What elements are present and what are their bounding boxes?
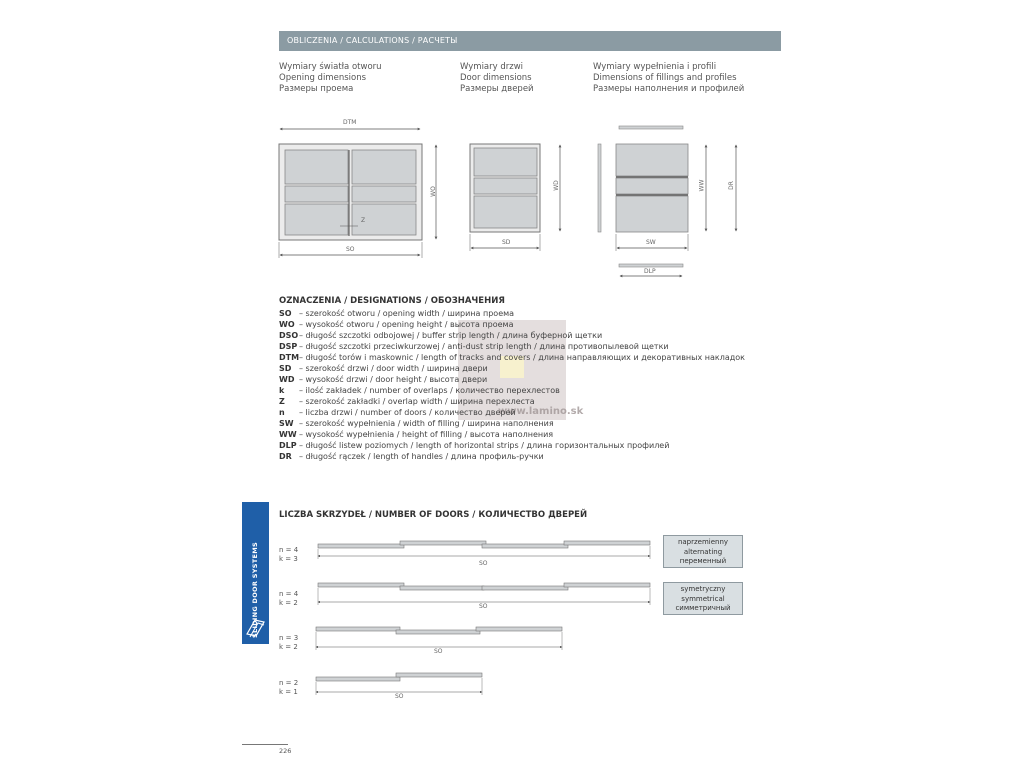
legend-item-wd [279, 374, 745, 385]
label-sd: SD [502, 239, 511, 246]
legend-text: – długość torów i maskownic / length of tracks and covers / длина направляющих и декоративных накладок [299, 353, 745, 362]
column-line: Wymiary wypełnienia i profili [593, 62, 717, 72]
column-line: Wymiary światła otworu [279, 62, 382, 72]
column-line: Размеры дверей [460, 84, 534, 94]
legend-text: – ilość zakładek / number of overlaps / количество перехлестов [299, 386, 560, 395]
doors-n4-k2 [318, 583, 650, 605]
legend-item-dr [279, 451, 745, 462]
handle-profile [598, 144, 601, 232]
legend-text: – wysokość drzwi / door height / высота двери [299, 375, 488, 384]
column-line: Размеры проема [279, 84, 354, 94]
column-line: Размеры наполнения и профилей [593, 84, 745, 94]
label-wo: WO [429, 186, 437, 197]
dimension-diagrams [0, 0, 1024, 300]
column-line: Door dimensions [460, 73, 532, 83]
legend-title: OZNACZENIA / DESIGNATIONS / ОБОЗНАЧЕНИЯ [279, 296, 505, 306]
legend-code: DSP [279, 342, 298, 351]
legend-text: – wysokość otworu / opening height / высота проема [299, 320, 514, 329]
doors-n4-k3 [318, 541, 650, 559]
legend-code: WD [279, 375, 295, 384]
label-dlp: DLP [644, 268, 656, 275]
legend-item-so [279, 308, 745, 319]
legend-code: Z [279, 397, 285, 406]
doors-title: LICZBA SKRZYDEŁ / NUMBER OF DOORS / КОЛИЧЕСТВО ДВЕРЕЙ [279, 510, 588, 520]
opening-diagram [279, 129, 436, 258]
label-sw: SW [646, 239, 656, 246]
legend-item-dtm [279, 352, 745, 363]
legend-code: SD [279, 364, 292, 373]
label-z: Z [361, 217, 366, 224]
legend-item-dsp [279, 341, 745, 352]
legend-code: DTM [279, 353, 300, 362]
legend-list [279, 308, 745, 462]
legend-text: – długość listew poziomych / length of horizontal strips / длина горизонтальных профилей [299, 441, 670, 450]
legend-item-z [279, 396, 745, 407]
legend-code: DSO [279, 331, 299, 340]
label-dr: DR [727, 181, 735, 190]
legend-text: – szerokość zakładki / overlap width / ширина перехлеста [299, 397, 535, 406]
legend-code: n [279, 408, 285, 417]
label-so-row2: SO [479, 603, 488, 610]
legend-code: WO [279, 320, 295, 329]
n-value: n = 4 [279, 590, 299, 598]
legend-code: WW [279, 430, 297, 439]
side-tab-text: SLIDING DOOR SYSTEMS [251, 542, 259, 638]
k-value: k = 2 [279, 643, 298, 651]
n-value: n = 4 [279, 546, 299, 554]
legend-item-dlp [279, 440, 745, 451]
tag-line: symetryczny [680, 585, 726, 593]
legend-item-k [279, 385, 745, 396]
legend-code: DLP [279, 441, 297, 450]
k-value: k = 2 [279, 599, 298, 607]
top-strip [619, 126, 683, 129]
k-value: k = 3 [279, 555, 298, 563]
legend-code: DR [279, 452, 292, 461]
watermark-text: www.lamino.sk [498, 406, 584, 417]
doors-n2-k1 [316, 673, 482, 695]
k-value: k = 1 [279, 688, 298, 696]
n-value: n = 3 [279, 634, 299, 642]
label-so-row3: SO [434, 648, 443, 655]
label-ww: WW [698, 179, 706, 192]
legend-text: – szerokość drzwi / door width / ширина двери [299, 364, 488, 373]
label-so-row1: SO [479, 560, 488, 567]
legend-code: SW [279, 419, 294, 428]
tag-line: symmetrical [681, 594, 725, 603]
tag-line: симметричный [675, 604, 731, 612]
n-value: n = 2 [279, 679, 299, 687]
label-dtm: DTM [343, 119, 357, 126]
section-header: OBLICZENIA / CALCULATIONS / РАСЧЕТЫ [279, 31, 781, 51]
legend-text: – długość rączek / length of handles / длина профиль-ручки [299, 452, 544, 461]
tag-line: переменный [679, 557, 727, 565]
label-wd: WD [552, 180, 560, 191]
legend-item-ww [279, 429, 745, 440]
legend-code: k [279, 386, 285, 395]
legend-text: – liczba drzwi / number of doors / количество дверей [299, 408, 516, 417]
page-number: 226 [279, 747, 292, 755]
legend-text: – długość szczotki przeciwkurzowej / anti-dust strip length / длина противопылевой щетки [299, 342, 669, 351]
column-line: Dimensions of fillings and profiles [593, 73, 737, 83]
tag-alternating [663, 535, 743, 568]
filling-diagram [598, 126, 736, 276]
door-diagram [470, 144, 560, 251]
legend-item-n [279, 407, 745, 418]
column-line: Wymiary drzwi [460, 62, 524, 72]
legend-text: – szerokość wypełnienia / width of filling / ширина наполнения [299, 419, 554, 428]
label-so-row4: SO [395, 693, 404, 700]
doors-n3-k2 [316, 627, 562, 650]
door-overlap-diagrams [0, 530, 1024, 710]
legend-item-wo [279, 319, 745, 330]
legend-text: – wysokość wypełnienia / height of filling / высота наполнения [299, 430, 554, 439]
footer-divider [242, 744, 288, 745]
legend-item-dso [279, 330, 745, 341]
tag-line: alternating [683, 547, 723, 556]
tag-line: naprzemienny [677, 538, 729, 546]
legend-code: SO [279, 309, 292, 318]
legend-text: – szerokość otworu / opening width / ширина проема [299, 309, 515, 318]
legend-text: – długość szczotki odbojowej / buffer strip length / длина буферной щетки [299, 331, 603, 340]
legend-item-sd [279, 363, 745, 374]
horizontal-strip [619, 264, 683, 267]
label-so: SO [346, 246, 355, 253]
column-line: Opening dimensions [279, 73, 367, 83]
legend-item-sw [279, 418, 745, 429]
tag-symmetrical [663, 582, 743, 615]
